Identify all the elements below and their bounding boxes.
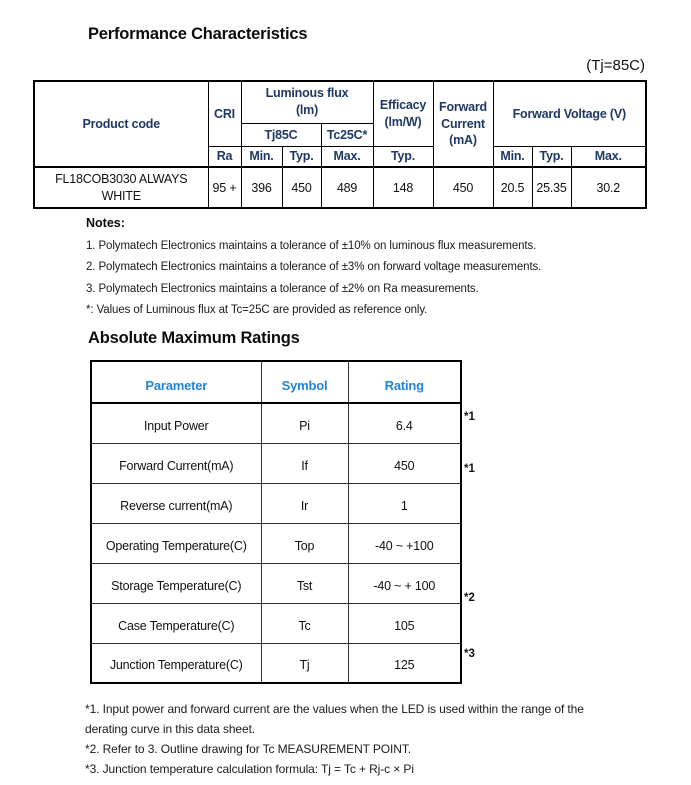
symbol-cell: Tc — [261, 603, 348, 643]
forward-current-line2: Current — [441, 116, 485, 131]
cri-value-cell: 95 + — [208, 167, 241, 208]
parameter-cell: Case Temperature(C) — [91, 603, 261, 643]
luminous-flux-line1: Luminous flux — [265, 86, 349, 101]
symbol-cell: Top — [261, 523, 348, 563]
note-item-1: 1. Polymatech Electronics maintains a tolerance of ±10% on luminous flux measurements. — [86, 239, 537, 252]
voltage-min-cell: 20.5 — [493, 167, 532, 208]
footnote-3: *3. Junction temperature calculation formula: Tj = Tc + Rj-c × Pi — [85, 762, 414, 776]
annotation-star1-input-power: *1 — [464, 411, 475, 423]
symbol-cell: If — [261, 443, 348, 483]
table-row-forward-current — [91, 443, 461, 483]
annotation-star1-forward-current: *1 — [464, 463, 475, 475]
notes-title: Notes: — [86, 216, 125, 230]
parameter-cell: Reverse current(mA) — [91, 483, 261, 523]
symbol-cell: Tst — [261, 563, 348, 603]
flux-min-cell: 396 — [241, 167, 282, 208]
cri-header: CRI — [208, 81, 241, 146]
performance-characteristics-title: Performance Characteristics — [88, 24, 308, 43]
rating-cell: -40 ~ +100 — [348, 523, 461, 563]
parameter-cell: Operating Temperature(C) — [91, 523, 261, 563]
ratings-table-wrap — [90, 360, 462, 684]
parameter-cell: Input Power — [91, 403, 261, 443]
table-row-input-power — [91, 403, 461, 443]
forward-current-line3: (mA) — [449, 133, 477, 148]
subcol-header-voltage-min: Min. — [493, 146, 532, 167]
product-code-line2: WHITE — [101, 188, 141, 203]
tj85c-header: Tj85C — [241, 123, 321, 146]
performance-table-wrap — [33, 80, 647, 209]
table-row-operating-temperature — [91, 523, 461, 563]
efficacy-typ-cell: 148 — [373, 167, 433, 208]
subcol-header-flux-min: Min. — [241, 146, 282, 167]
table-row-reverse-current — [91, 483, 461, 523]
parameter-cell: Forward Current(mA) — [91, 443, 261, 483]
table-row-junction-temperature — [91, 643, 461, 683]
product-code-line1: FL18COB3030 ALWAYS — [55, 171, 188, 186]
forward-current-line1: Forward — [439, 99, 487, 114]
subcol-header-voltage-max: Max. — [571, 146, 646, 167]
table-row-case-temperature — [91, 603, 461, 643]
subcol-header-efficacy-typ: Typ. — [373, 146, 433, 167]
rating-cell: 105 — [348, 603, 461, 643]
efficacy-line2: (lm/W) — [384, 114, 422, 129]
voltage-typ-cell: 25.35 — [532, 167, 571, 208]
efficacy-header — [373, 81, 433, 146]
efficacy-line1: Efficacy — [379, 97, 427, 112]
note-item-2: 2. Polymatech Electronics maintains a tolerance of ±3% on forward voltage measurements. — [86, 261, 542, 273]
rating-cell: 1 — [348, 483, 461, 523]
parameter-cell: Storage Temperature(C) — [91, 563, 261, 603]
tc25c-header: Tc25C* — [321, 123, 373, 146]
luminous-flux-header — [241, 81, 373, 123]
rating-cell: 450 — [348, 443, 461, 483]
luminous-flux-line2: (lm) — [295, 103, 319, 118]
subcol-header-ra: Ra — [208, 146, 241, 167]
subcol-header-flux-typ: Typ. — [282, 146, 321, 167]
rating-header: Rating — [348, 361, 461, 403]
rating-cell: 125 — [348, 643, 461, 683]
parameter-cell: Junction Temperature(C) — [91, 643, 261, 683]
subcol-header-voltage-typ: Typ. — [532, 146, 571, 167]
symbol-cell: Tj — [261, 643, 348, 683]
forward-current-cell: 450 — [433, 167, 493, 208]
note-item-reference: *: Values of Luminous flux at Tc=25C are provided as reference only. — [86, 304, 428, 316]
absolute-maximum-ratings-title: Absolute Maximum Ratings — [88, 328, 300, 347]
rating-cell: 6.4 — [348, 403, 461, 443]
rating-cell: -40 ~ + 100 — [348, 563, 461, 603]
subcol-header-flux-max: Max. — [321, 146, 373, 167]
note-item-3: 3. Polymatech Electronics maintains a tolerance of ±2% on Ra measurements. — [86, 282, 479, 295]
forward-current-header — [433, 81, 493, 167]
performance-table — [33, 80, 647, 209]
footnotes-section — [85, 699, 597, 779]
forward-voltage-header: Forward Voltage (V) — [493, 81, 646, 146]
tj-condition-label: (Tj=85C) — [586, 57, 645, 74]
annotation-star2-storage: *2 — [464, 592, 475, 604]
ratings-table — [90, 360, 462, 684]
flux-max-cell: 489 — [321, 167, 373, 208]
symbol-cell: Pi — [261, 403, 348, 443]
voltage-max-cell: 30.2 — [571, 167, 646, 208]
flux-typ-cell: 450 — [282, 167, 321, 208]
notes-section — [86, 216, 661, 316]
product-code-cell — [34, 167, 208, 208]
table-row-storage-temperature — [91, 563, 461, 603]
symbol-cell: Ir — [261, 483, 348, 523]
parameter-header: Parameter — [91, 361, 261, 403]
symbol-header: Symbol — [261, 361, 348, 403]
footnote-2: *2. Refer to 3. Outline drawing for Tc MEASUREMENT POINT. — [85, 742, 411, 756]
annotation-star3-junction: *3 — [464, 648, 475, 660]
product-code-header: Product code — [34, 81, 208, 167]
footnote-1: *1. Input power and forward current are the values when the LED is used within the range of the derating curve in this data sheet. — [85, 702, 584, 736]
